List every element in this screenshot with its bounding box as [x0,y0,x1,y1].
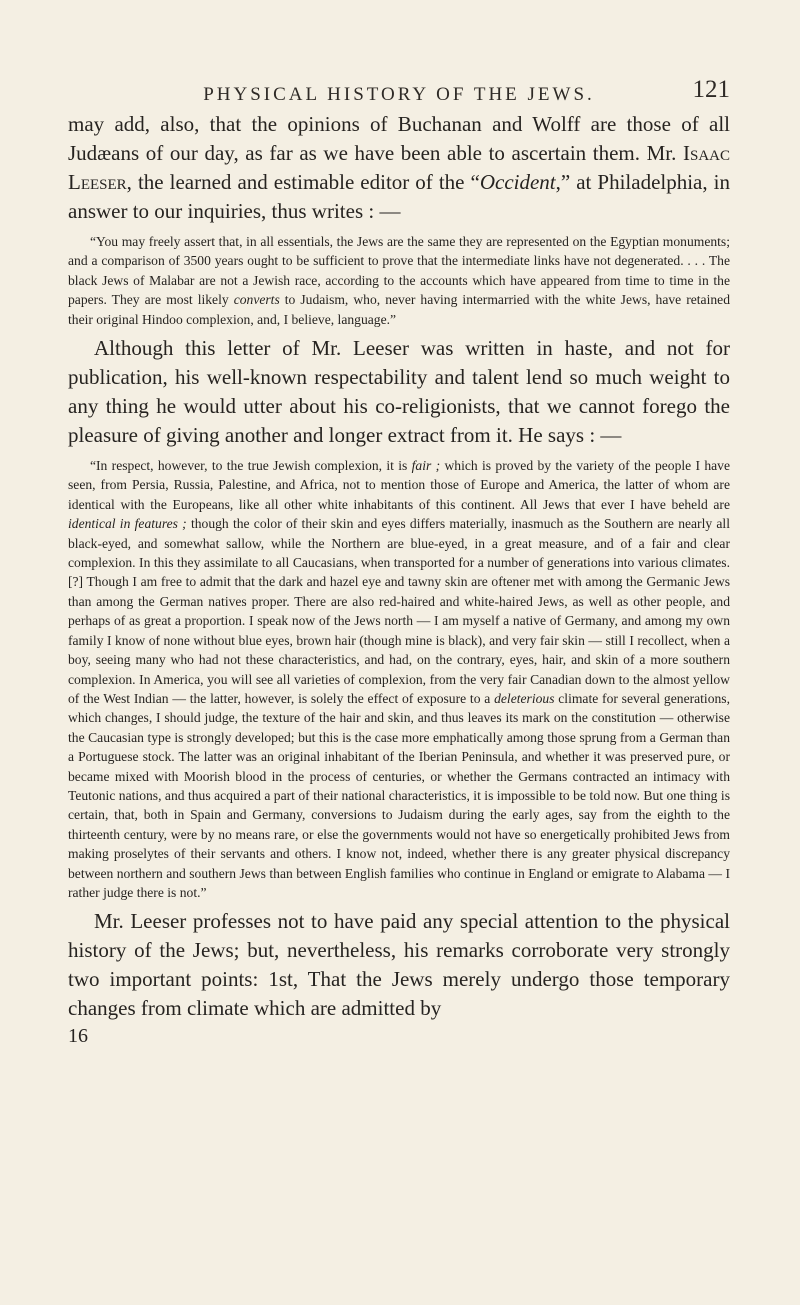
paragraph-3: Mr. Leeser professes not to have paid any special attention to the physical history of the Jews; but, nevertheless, his remarks corroborate very strongly two important points: 1st, That the Jews merely undergo those temporary changes from climate which are admitted by [68,909,730,1021]
running-title: PHYSICAL HISTORY OF THE JEWS. [203,84,595,105]
paragraph-2: Although this letter of Mr. Leeser was written in haste, and not for publication, his well-known respectability and talent lend so much weight to any thing he would utter about his co-religionists, that we cannot forego the pleasure of giving another and longer extract from it. He says : — [68,336,730,448]
block-quote-1: “You may freely assert that, in all essentials, the Jews are the same they are represented on the Egyptian monuments; and a comparison of 3500 years ought to be sufficient to prove that the intermediate links have not degenerated. . . . The black Jews of Malabar are not a Jewish race, according to the accounts which have appeared from time to time in the papers. They are most likely converts to Judaism, who, never having intermarried with the white Jews, have retained their original Hindoo complexion, and, I believe, language.” [68,234,730,327]
block-quote-2: “In respect, however, to the true Jewish complexion, it is fair ; which is proved by the variety of the people I have seen, from Persia, Russia, Palestine, and Africa, not to mention those of Europe and America, the latter of whom are identical with the Europeans, like all other white inhabitants of this continent. All Jews that ever I have beheld are identical in features ; though the color of their skin and eyes differs materially, inasmuch as the Southern are nearly all black-eyed, and somewhat sallow, while the Northern are blue-eyed, in a great measure, and of a fair and clear complexion. In this they assimilate to all Caucasians, when transported for a number of generations into various climates. [?] Though I am free to admit that the dark and hazel eye and tawny skin are oftener met with among the Germanic Jews than among the German natives proper. There are also red-haired and white-haired Jews, as well as other people, and perhaps of as great a proportion. I speak now of the Jews north — I am myself a native of Germany, and among my own family I know of none without blue eyes, brown hair (though mine is black), and very fair skin — still I recollect, when a boy, seeing many who had not these characteristics, and had, on the contrary, eyes, hair, and skin of a more southern complexion. In America, you will see all varieties of complexion, from the very fair Canadian down to the almost yellow of the West Indian — the latter, however, is solely the effect of exposure to a deleterious climate for several generations, which changes, I should judge, the texture of the hair and skin, and thus leaves its mark on the constitution — otherwise the Caucasian type is strongly developed; but this is the case more emphatically among those sprung from a German than a Portuguese stock. The latter was an original inhabitant of the Iberian Peninsula, and whether it was preserved pure, or became mixed with Moorish blood in the process of centuries, or whether the Germans contracted an intimacy with Teutonic nations, and thus acquired a part of their national characteristics, it is impossible to be told now. But one thing is certain, that, both in Spain and Germany, conversions to Judaism during the early ages, say from the eighth to the thirteenth century, were by no means rare, or else the governments would not have so energetically prohibited Jews from making proselytes of their servants and others. I know not, indeed, whether there is any greater physical discrepancy between northern and southern Jews than between English families who continue in England or emigrate to Alabama — I rather judge there is not.” [68,458,731,900]
journal-title: Occident [479,170,556,194]
page-number: 121 [692,76,730,103]
signature-mark: 16 [68,1025,88,1048]
author-name: Isaac Leeser [68,141,730,194]
paragraph-1: may add, also, that the opinions of Buchanan and Wolff are those of all Judæans of our day, as far as we have been able to ascertain them. Mr. Isaac Leeser, the learned and estimable editor of the “Occident,” at Philadelphia, in answer to our inquiries, thus writes : — [68,112,730,223]
running-head [68,0,730,110]
